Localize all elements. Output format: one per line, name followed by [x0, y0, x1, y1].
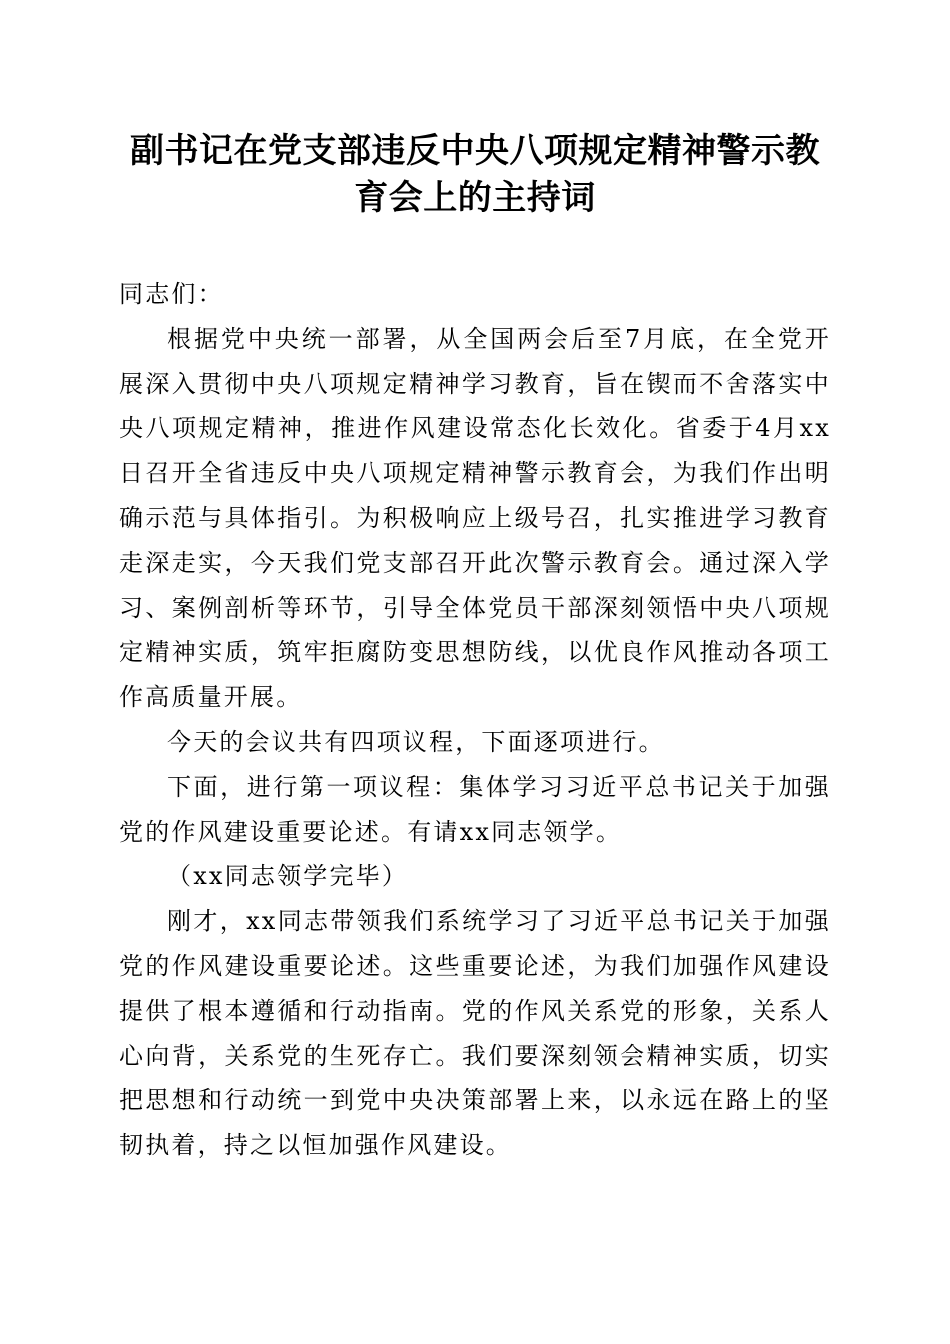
paragraph-intro: 根据党中央统一部署，从全国两会后至7月底，在全党开展深入贯彻中央八项规定精神学习教育，旨在锲而不舍落实中央八项规定精神，推进作风建设常态化长效化。省委于4月xx日召开全省违反中央八项规定精神警示教育会，为我们作出明确示范与具体指引。为积极响应上级号召，扎实推进学习教育走深走实，今天我们党支部召开此次警示教育会。通过深入学习、案例剖析等环节，引导全体党员干部深刻领悟中央八项规定精神实质，筑牢拒腐防变思想防线，以优良作风推动各项工作高质量开展。	[119, 324, 831, 712]
title-line-2: 育会上的主持词	[354, 178, 596, 218]
salutation: 同志们：	[119, 280, 224, 308]
paragraph-item-one: 下面，进行第一项议程：集体学习习近平总书记关于加强党的作风建设重要论述。有请xx同志领学。	[119, 772, 831, 846]
document-title	[100, 128, 850, 222]
document-body	[119, 272, 831, 1168]
paragraph-summary: 刚才，xx同志带领我们系统学习了习近平总书记关于加强党的作风建设重要论述。这些重要论述，为我们加强作风建设提供了根本遵循和行动指南。党的作风关系党的形象，关系人心向背，关系党的生死存亡。我们要深刻领会精神实质，切实把思想和行动统一到党中央决策部署上来，以永远在路上的坚韧执着，持之以恒加强作风建设。	[119, 907, 831, 1160]
paragraph-stage-note: （xx同志领学完毕）	[167, 862, 409, 891]
paragraph-agenda: 今天的会议共有四项议程，下面逐项进行。	[167, 727, 665, 756]
title-line-1: 副书记在党支部违反中央八项规定精神警示教	[130, 131, 820, 171]
